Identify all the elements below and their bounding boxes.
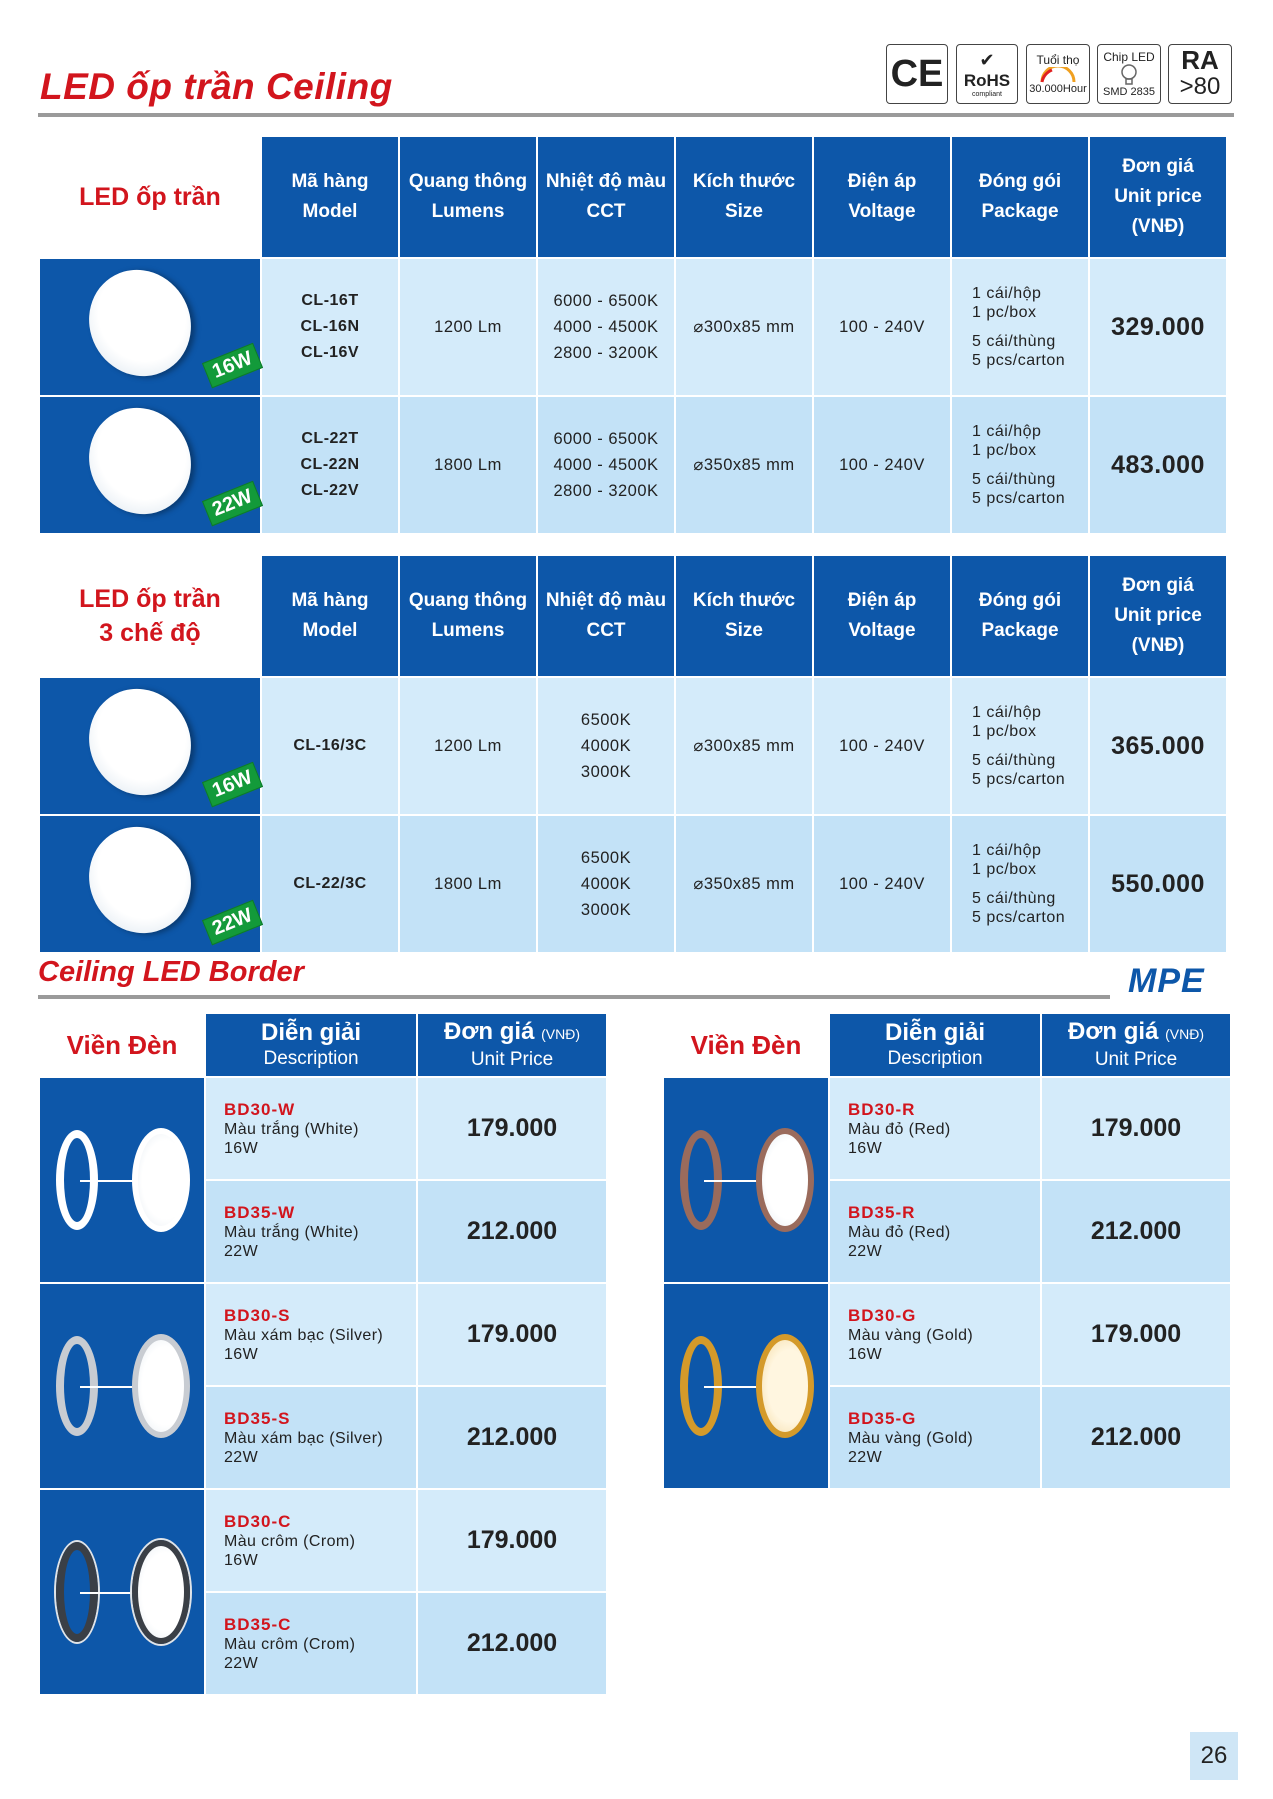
lumens-cell: 1200 Lm xyxy=(400,259,536,395)
product-image xyxy=(40,397,260,533)
col-header-model: Mã hàng Model xyxy=(262,137,398,257)
border-description: BD30-G Màu vàng (Gold) 16W xyxy=(830,1284,1040,1385)
table-row xyxy=(40,678,1226,814)
category-label: Viền Đèn xyxy=(664,1014,828,1076)
lamp-disc xyxy=(132,1128,190,1232)
arrow-icon xyxy=(704,1386,762,1388)
voltage-cell: 100 - 240V xyxy=(814,816,950,952)
col-header-voltage: Điện áp Voltage xyxy=(814,137,950,257)
cct-cell: 6000 - 6500K 4000 - 4500K 2800 - 3200K xyxy=(538,397,674,533)
list-item xyxy=(664,1284,1230,1385)
col-header-cct: Nhiệt độ màu CCT xyxy=(538,556,674,676)
col-header-size: Kích thước Size xyxy=(676,556,812,676)
list-item xyxy=(664,1078,1230,1179)
lifespan-gauge-icon: Tuổi thọ 30.000Hour xyxy=(1026,44,1090,104)
border-table-right xyxy=(662,1012,1232,1490)
package-cell: 1 cái/hộp 1 pc/box 5 cái/thùng 5 pcs/carton xyxy=(952,259,1088,395)
col-header-lumens: Quang thông Lumens xyxy=(400,137,536,257)
wattage-badge: 22W xyxy=(202,481,263,527)
diameter-icon: ⌀ xyxy=(693,456,704,474)
product-image xyxy=(40,816,260,952)
border-table-left xyxy=(38,1012,608,1696)
border-price: 212.000 xyxy=(418,1181,606,1282)
lamp-disc xyxy=(756,1128,814,1232)
package-cell: 1 cái/hộp 1 pc/box 5 cái/thùng 5 pcs/carton xyxy=(952,678,1088,814)
brand-logo: MPE xyxy=(1128,962,1205,1000)
col-header-package: Đóng gói Package xyxy=(952,556,1088,676)
size-cell: ⌀350x85 mm xyxy=(676,397,812,533)
col-header-cct: Nhiệt độ màu CCT xyxy=(538,137,674,257)
package-cell: 1 cái/hộp 1 pc/box 5 cái/thùng 5 pcs/carton xyxy=(952,816,1088,952)
diameter-icon: ⌀ xyxy=(693,318,704,336)
wattage-badge: 22W xyxy=(202,900,263,946)
voltage-cell: 100 - 240V xyxy=(814,678,950,814)
package-cell: 1 cái/hộp 1 pc/box 5 cái/thùng 5 pcs/carton xyxy=(952,397,1088,533)
col-header-unit-price: Đơn giá (VNĐ) Unit Price xyxy=(1042,1014,1230,1076)
cct-cell: 6000 - 6500K 4000 - 4500K 2800 - 3200K xyxy=(538,259,674,395)
lumens-cell: 1200 Lm xyxy=(400,678,536,814)
border-description: BD30-R Màu đỏ (Red) 16W xyxy=(830,1078,1040,1179)
model-cell: CL-22/3C xyxy=(262,816,398,952)
border-description: BD35-W Màu trắng (White) 22W xyxy=(206,1181,416,1282)
price-cell: 550.000 xyxy=(1090,816,1226,952)
border-image-silver xyxy=(40,1284,204,1488)
voltage-cell: 100 - 240V xyxy=(814,397,950,533)
cct-cell: 6500K 4000K 3000K xyxy=(538,678,674,814)
lumens-cell: 1800 Lm xyxy=(400,816,536,952)
model-cell: CL-16T CL-16N CL-16V xyxy=(262,259,398,395)
list-item xyxy=(40,1284,606,1385)
border-description: BD30-C Màu crôm (Crom) 16W xyxy=(206,1490,416,1591)
ceiling-lamp-image xyxy=(71,809,210,951)
section-title: Ceiling LED Border xyxy=(38,956,304,988)
ceiling-lamp-image xyxy=(71,252,210,394)
col-header-lumens: Quang thông Lumens xyxy=(400,556,536,676)
lamp-disc xyxy=(132,1334,190,1438)
border-image-chrome xyxy=(40,1490,204,1694)
border-description: BD35-C Màu crôm (Crom) 22W xyxy=(206,1593,416,1694)
border-description: BD30-W Màu trắng (White) 16W xyxy=(206,1078,416,1179)
size-cell: ⌀300x85 mm xyxy=(676,678,812,814)
table-row xyxy=(40,397,1226,533)
list-item xyxy=(40,1490,606,1591)
border-price: 212.000 xyxy=(1042,1181,1230,1282)
model-cell: CL-16/3C xyxy=(262,678,398,814)
table-row xyxy=(40,259,1226,395)
section-divider xyxy=(38,995,1110,999)
border-image-white xyxy=(40,1078,204,1282)
lamp-disc xyxy=(132,1540,190,1644)
category-label: LED ốp trần xyxy=(40,137,260,257)
border-price: 179.000 xyxy=(1042,1078,1230,1179)
border-price: 179.000 xyxy=(1042,1284,1230,1385)
ceiling-lamp-image xyxy=(71,671,210,813)
col-header-description: Diễn giải Description xyxy=(206,1014,416,1076)
arrow-icon xyxy=(80,1386,138,1388)
border-price: 179.000 xyxy=(418,1284,606,1385)
ceiling-lamp-image xyxy=(71,390,210,532)
cct-cell: 6500K 4000K 3000K xyxy=(538,816,674,952)
arrow-icon xyxy=(704,1180,762,1182)
model-cell: CL-22T CL-22N CL-22V xyxy=(262,397,398,533)
voltage-cell: 100 - 240V xyxy=(814,259,950,395)
product-image xyxy=(40,678,260,814)
product-image xyxy=(40,259,260,395)
ra-icon: RA >80 xyxy=(1168,44,1232,104)
col-header-price: Đơn giá Unit price (VNĐ) xyxy=(1090,556,1226,676)
rohs-icon: ✔ RoHS compliant xyxy=(956,44,1018,104)
wattage-badge: 16W xyxy=(202,762,263,808)
size-cell: ⌀300x85 mm xyxy=(676,259,812,395)
category-label: LED ốp trần 3 chế độ xyxy=(40,556,260,676)
border-price: 179.000 xyxy=(418,1490,606,1591)
ce-mark-icon: CE xyxy=(886,44,948,104)
col-header-voltage: Điện áp Voltage xyxy=(814,556,950,676)
price-cell: 365.000 xyxy=(1090,678,1226,814)
price-cell: 329.000 xyxy=(1090,259,1226,395)
border-price: 212.000 xyxy=(418,1387,606,1488)
category-label: Viền Đèn xyxy=(40,1014,204,1076)
border-image-red xyxy=(664,1078,828,1282)
col-header-package: Đóng gói Package xyxy=(952,137,1088,257)
col-header-size: Kích thước Size xyxy=(676,137,812,257)
product-table-ceiling xyxy=(38,135,1228,535)
lumens-cell: 1800 Lm xyxy=(400,397,536,533)
border-description: BD35-R Màu đỏ (Red) 22W xyxy=(830,1181,1040,1282)
arrow-icon xyxy=(80,1180,138,1182)
border-price: 212.000 xyxy=(418,1593,606,1694)
border-price: 212.000 xyxy=(1042,1387,1230,1488)
price-cell: 483.000 xyxy=(1090,397,1226,533)
size-cell: ⌀350x85 mm xyxy=(676,816,812,952)
diameter-icon: ⌀ xyxy=(693,737,704,755)
arrow-icon xyxy=(80,1592,138,1594)
product-table-ceiling-3-mode xyxy=(38,554,1228,954)
diameter-icon: ⌀ xyxy=(693,875,704,893)
col-header-description: Diễn giải Description xyxy=(830,1014,1040,1076)
border-price: 179.000 xyxy=(418,1078,606,1179)
border-image-gold xyxy=(664,1284,828,1488)
wattage-badge: 16W xyxy=(202,343,263,389)
col-header-price: Đơn giá Unit price (VNĐ) xyxy=(1090,137,1226,257)
bulb-icon: Chip LED SMD 2835 xyxy=(1097,44,1161,104)
title-divider xyxy=(38,113,1234,117)
border-description: BD35-G Màu vàng (Gold) 22W xyxy=(830,1387,1040,1488)
col-header-model: Mã hàng Model xyxy=(262,556,398,676)
page-title: LED ốp trần Ceiling xyxy=(40,66,393,107)
border-description: BD35-S Màu xám bạc (Silver) 22W xyxy=(206,1387,416,1488)
border-description: BD30-S Màu xám bạc (Silver) 16W xyxy=(206,1284,416,1385)
col-header-unit-price: Đơn giá (VNĐ) Unit Price xyxy=(418,1014,606,1076)
list-item xyxy=(40,1078,606,1179)
lamp-disc xyxy=(756,1334,814,1438)
table-row xyxy=(40,816,1226,952)
page-number: 26 xyxy=(1190,1732,1238,1780)
